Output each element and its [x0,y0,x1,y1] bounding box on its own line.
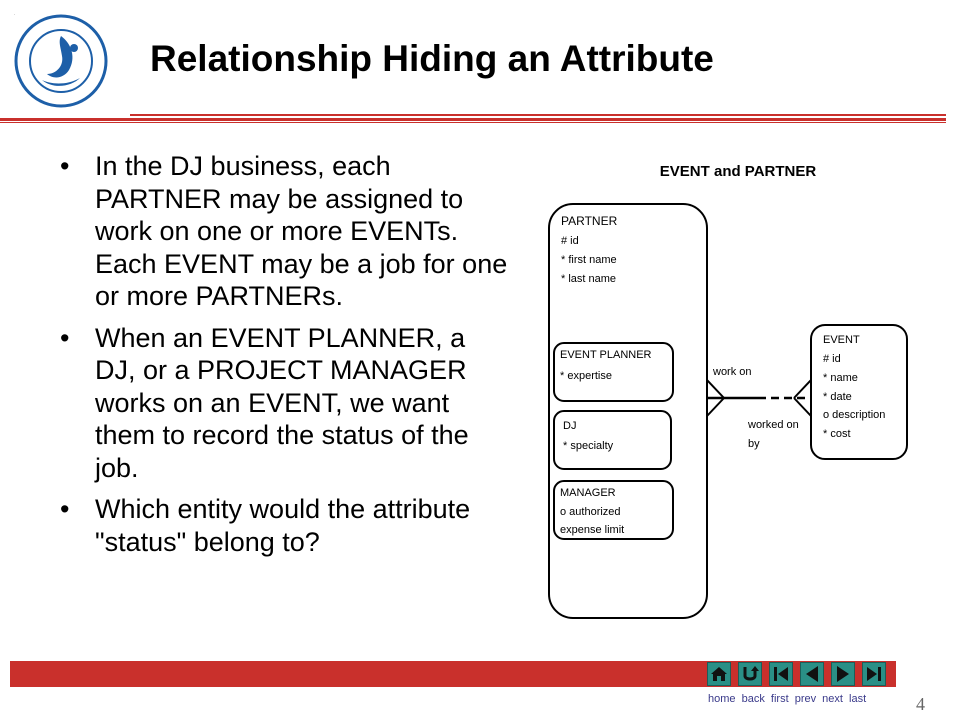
nav-label-prev[interactable]: prev [794,693,817,705]
school-logo [14,14,108,108]
erd-diagram [540,150,960,630]
event-name: EVENT [823,334,860,346]
bullet-text: Which entity would the attribute "status" belong to? [95,494,471,557]
relationship-label-event: by [748,438,760,450]
dj-name: DJ [563,420,577,432]
nav-label-first[interactable]: first [770,693,789,705]
nav-label-last[interactable]: last [849,693,867,705]
bullet-text: When an EVENT PLANNER, a DJ, or a PROJECT MANAGER works on an EVENT, we want them to record the status of the job. [95,322,469,483]
bullet-item [58,150,508,313]
bullet-dot: • [60,151,70,181]
diagram-title: EVENT and PARTNER [659,163,817,180]
relationship-label-partner: work on [713,366,752,378]
bullet-item [58,493,508,558]
partner-attr: * last name [561,273,617,285]
home-button[interactable] [707,662,731,686]
prev-button[interactable] [800,662,824,686]
previous-icon [801,663,823,685]
last-page-icon [863,663,885,685]
logo-text [14,14,15,15]
return-icon [739,663,761,685]
footer-bar [10,661,896,687]
event-planner-attr: * expertise [560,370,612,382]
event-attr: * date [823,391,852,403]
dj-attr: * specialty [563,440,614,452]
manager-attr: expense limit [560,524,625,536]
bullet-text: In the DJ business, each PARTNER may be assigned to work on one or more EVENTs. Each EVENT may be a job for one or more PARTNERs. [95,151,508,311]
bullet-dot: • [60,322,70,353]
event-attr: * cost [823,428,851,440]
event-attr: # id [823,353,841,365]
title-divider [0,114,946,124]
event-attr: o description [823,409,886,421]
event-planner-name: EVENT PLANNER [560,349,652,361]
partner-attr: * first name [561,254,617,266]
bullet-dot: • [60,494,70,524]
relationship-label-event: worked on [748,419,799,431]
manager-attr: o authorized [560,506,621,518]
nav-label-next[interactable]: next [822,693,843,705]
next-button[interactable] [831,662,855,686]
bullet-list [58,150,508,567]
last-button[interactable] [862,662,886,686]
event-attr: * name [823,372,858,384]
page-number: 4 [916,694,925,714]
page-title: Relationship Hiding an Attribute [150,38,714,79]
bullet-item [58,322,508,485]
nav-labels [708,693,869,705]
partner-attr: # id [561,235,579,247]
first-button[interactable] [769,662,793,686]
first-page-icon [770,663,792,685]
back-button[interactable] [738,662,762,686]
next-icon [832,663,854,685]
nav-label-back[interactable]: back [741,693,765,705]
home-icon [708,663,730,685]
partner-name: PARTNER [561,214,618,228]
manager-name: MANAGER [560,487,616,499]
nav-label-home[interactable]: home [708,693,736,705]
relationship-line [707,380,811,416]
